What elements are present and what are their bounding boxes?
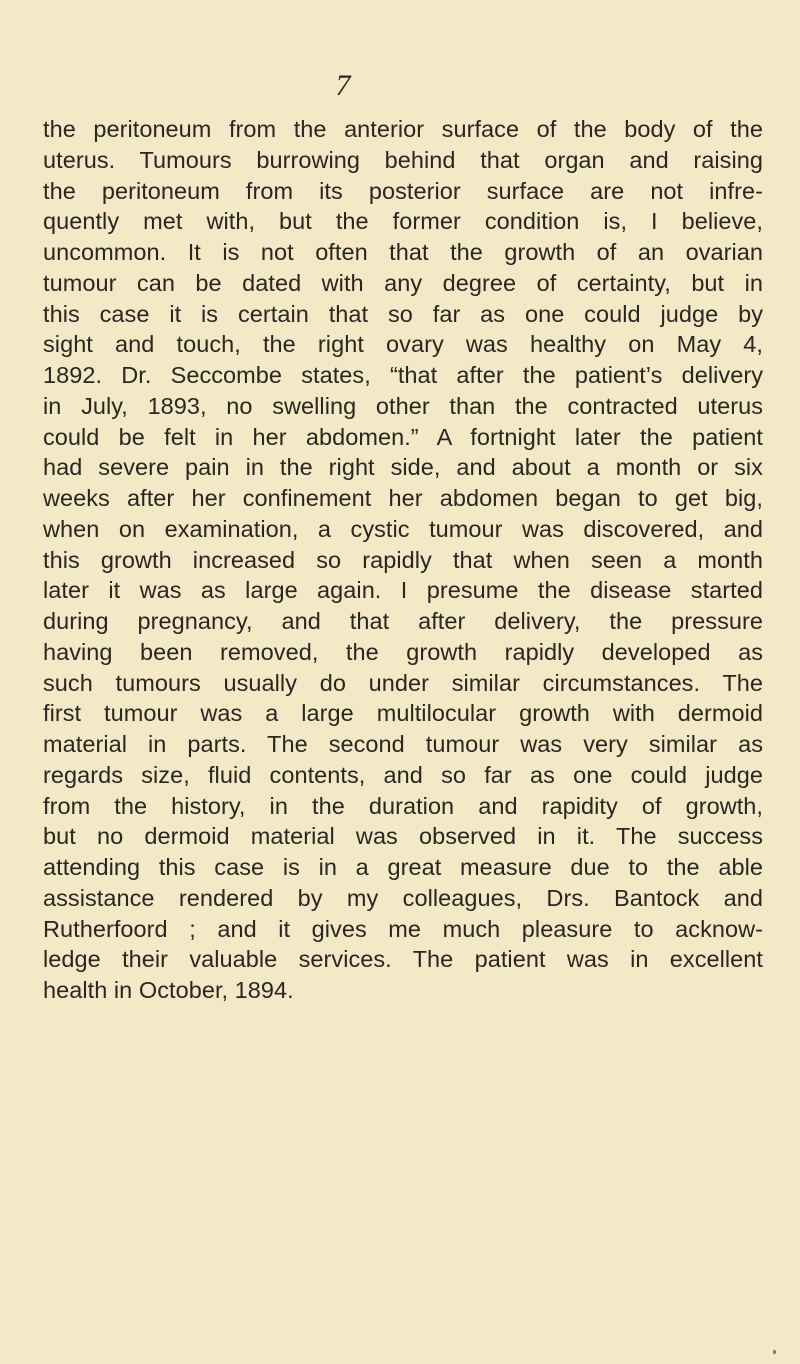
text-line: the peritoneum from the anterior surface of the body of the	[43, 116, 763, 142]
text-line: during pregnancy, and that after delivery, the pressure	[43, 608, 763, 634]
text-line: in July, 1893, no swelling other than the contracted uterus	[43, 392, 763, 419]
text-line: quently met with, but the former condition is, I believe,	[43, 208, 763, 235]
text-line: weeks after her confinement her abdomen began to get big,	[43, 485, 763, 511]
text-line: uterus. Tumours burrowing behind that organ and raising	[43, 146, 763, 173]
text-line: later it was as large again. I presume the disease started	[43, 577, 763, 604]
text-line: regards size, fluid contents, and so far as one could judge	[43, 761, 763, 788]
text-line: assistance rendered by my colleagues, Drs. Bantock and	[43, 884, 763, 911]
text-line: could be felt in her abdomen.” A fortnight later the patient	[43, 423, 763, 450]
text-line: this case it is certain that so far as one could judge by	[43, 300, 763, 327]
text-line: ledge their valuable services. The patient was in excellent	[43, 946, 763, 973]
text-line: from the history, in the duration and rapidity of growth,	[43, 792, 763, 819]
paper-speck	[773, 1350, 776, 1354]
text-line: the peritoneum from its posterior surface are not infre-	[43, 177, 763, 204]
text-line: having been removed, the growth rapidly developed as	[43, 638, 763, 665]
body-text	[43, 114, 763, 1006]
text-line: 1892. Dr. Seccombe states, “that after the patient’s delivery	[43, 362, 763, 388]
text-line: this growth increased so rapidly that when seen a month	[43, 546, 763, 573]
text-line: material in parts. The second tumour was very similar as	[43, 731, 763, 757]
text-line: had severe pain in the right side, and about a month or six	[43, 454, 763, 481]
text-line: when on examination, a cystic tumour was discovered, and	[43, 515, 763, 542]
text-line: such tumours usually do under similar circumstances. The	[43, 669, 763, 696]
text-line: but no dermoid material was observed in it. The success	[43, 823, 763, 850]
text-line: tumour can be dated with any degree of certainty, but in	[43, 269, 763, 296]
text-line: health in October, 1894.	[43, 977, 294, 1003]
text-line: Rutherfoord ; and it gives me much pleasure to acknow-	[43, 915, 763, 942]
text-line: uncommon. It is not often that the growth of an ovarian	[43, 239, 763, 265]
text-line: sight and touch, the right ovary was healthy on May 4,	[43, 331, 763, 358]
text-line: attending this case is in a great measure due to the able	[43, 854, 763, 880]
text-line: first tumour was a large multilocular growth with dermoid	[43, 700, 763, 727]
page-number: 7	[335, 69, 351, 102]
